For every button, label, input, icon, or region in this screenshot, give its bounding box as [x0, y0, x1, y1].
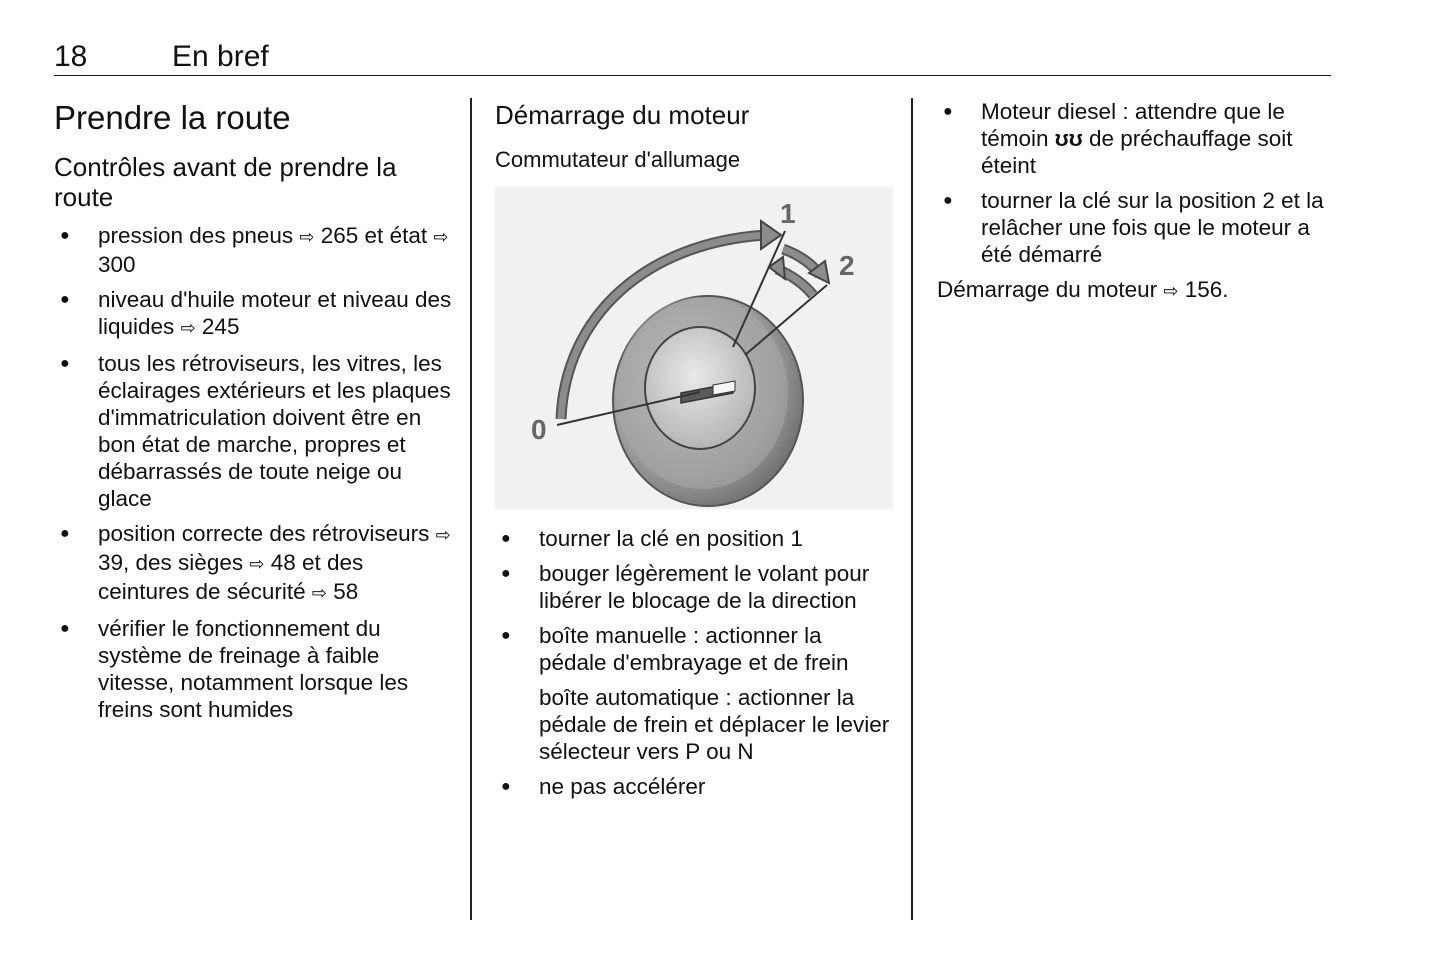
preheat-glow-icon: ʊʊ [1054, 126, 1083, 151]
page-ref: 245 [201, 313, 240, 339]
column-divider-1 [470, 98, 472, 920]
column-divider-2 [911, 98, 913, 920]
column-1 [54, 98, 454, 723]
page-ref: 156 [1184, 277, 1223, 302]
page-number: 18 [54, 40, 88, 73]
list-item: ● ne pas accélérer [495, 773, 895, 800]
page-ref: 48 [270, 549, 296, 575]
section-title-engine-start: Démarrage du moteur [495, 100, 750, 130]
list-item: ● tourner la clé sur la position 2 et la relâcher une fois que le moteur a été démarré [937, 187, 1337, 268]
position-label-0: 0 [531, 414, 547, 446]
page-ref-icon: ⇨ [311, 582, 327, 603]
page-ref-icon: ⇨ [1163, 281, 1179, 301]
list-item: ● vérifier le fonctionnement du système de freinage à faible vitesse, notamment lorsque les freins sont humides [54, 615, 454, 723]
ignition-illustration [495, 187, 893, 509]
header-rule [54, 75, 1331, 76]
automatic-gearbox-note: boîte automatique : actionner la pédale de frein et déplacer le levier sélecteur vers P ou N [539, 685, 890, 765]
cross-reference: Démarrage du moteur ⇨ 156. [937, 276, 1337, 305]
page-ref-icon: ⇨ [433, 226, 449, 247]
list-item: ● position correcte des rétroviseurs ⇨ 39, des sièges ⇨ 48 et des ceintures de sécurité ⇨ 58 [54, 520, 454, 607]
page-ref-icon: ⇨ [249, 553, 265, 574]
section-title: Prendre la route [54, 99, 291, 136]
chapter-title: En bref [172, 40, 269, 73]
page-header [54, 40, 1331, 76]
column-2 [495, 98, 895, 800]
list-item: ● pression des pneus ⇨ 265 et état ⇨ 300 [54, 222, 454, 278]
ignition-switch-heading: Commutateur d'allumage [495, 147, 741, 173]
start-steps [495, 525, 895, 676]
section-subtitle: Contrôles avant de prendre la route [54, 151, 397, 212]
list-item: ● niveau d'huile moteur et niveau des liquides ⇨ 245 [54, 286, 454, 342]
list-item: ● tourner la clé en position 1 [495, 525, 895, 552]
page-ref-icon: ⇨ [435, 524, 451, 545]
page-ref: 300 [98, 251, 136, 277]
position-label-1: 1 [780, 198, 796, 230]
list-item: ● boîte manuelle : actionner la pédale d'embrayage et de frein [495, 622, 895, 676]
page-ref: 265 [320, 222, 359, 248]
list-item: ● tous les rétroviseurs, les vitres, les éclairages extérieurs et les plaques d'immatriculation doivent être en bon état de marche, propres et débarrassés de toute neige ou glace [54, 350, 454, 512]
diesel-steps [937, 98, 1337, 268]
page-ref-icon: ⇨ [180, 317, 196, 338]
start-steps-end [495, 773, 895, 800]
checklist [54, 222, 454, 723]
page-ref-icon: ⇨ [299, 226, 315, 247]
lock-cylinder [645, 327, 755, 449]
page-ref: 58 [333, 578, 359, 604]
list-item: ● bouger légèrement le volant pour libérer le blocage de la direction [495, 560, 895, 614]
ignition-switch-figure [495, 187, 893, 509]
column-3 [937, 98, 1337, 305]
list-item: ● Moteur diesel : attendre que le témoin ʊʊ de préchauffage soit éteint [937, 98, 1337, 179]
position-label-2: 2 [839, 250, 855, 282]
page-ref: 39 [98, 549, 124, 575]
